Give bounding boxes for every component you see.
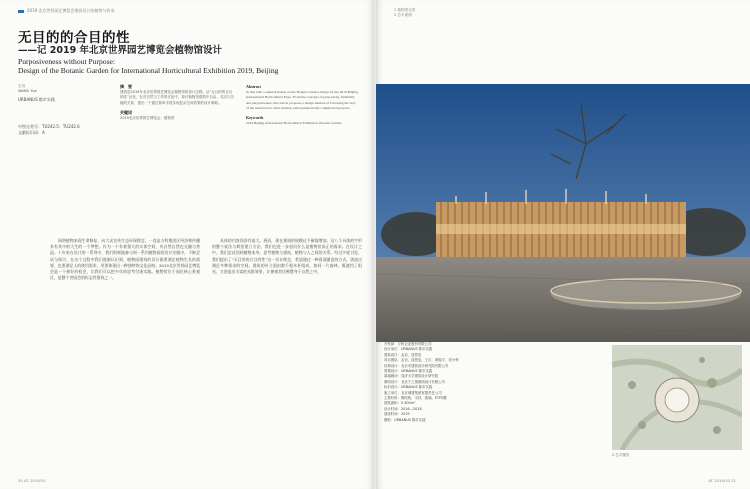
page-number-left: 30 AT 2019/10 xyxy=(18,478,46,483)
project-info-row: 设计单位：URBANUS 都市实践 xyxy=(384,347,433,352)
section-tag xyxy=(18,8,114,14)
project-info-row: 幕墙顾问：同济大学建筑设计研究院 xyxy=(384,374,439,379)
project-info-row: 项目团队：孟岩，饶恩辰，王川，黄振宇，邓小骅 xyxy=(384,358,459,363)
clc-code: 中图分类号：TU242.5；TU242.6 xyxy=(18,124,80,129)
abstract-en-text: In line with a summarization on the Botanic Garden design for the 2019 Beijing International Horticultural Expo. From the concepts of purposivity, flexibility and purposiveness, this article proposes a design method of following the way of the natural laws when dealing with systematically complicated projects. xyxy=(246,90,358,110)
project-info-row: 施工单位：北京城建集团有限责任公司 xyxy=(384,390,442,395)
site-plan-drawing xyxy=(612,345,742,450)
keywords-en-heading: Keywords xyxy=(246,115,264,121)
author-block xyxy=(18,84,37,94)
article-subtitle-zh: ——记 2019 年北京世界园艺博览会植物馆设计 xyxy=(18,45,223,56)
body-paragraph: 具体的内容即涉有最大。展而，现在建筑的规模过不断地增加。这八个具体的字形的整个说法与简括建立方法，我们也进一步追问什么是植物馆真正的需求。在设计之中，我们尝试回到植物本身，思考植物与建筑、植物与人之间的关系。经过多轮讨论，我们提出了“无目的的合目的性”这一设计理念，希望通过一种看似随意的方式，创造出满足多种需求的空间。建筑的外立面由数千根木杆组成，如同一片森林，既遮挡了阳光，又创造出丰富的光影效果，让参观者仿佛置身于自然之中。 xyxy=(212,238,362,275)
classification-block xyxy=(18,124,80,136)
body-column-2 xyxy=(212,238,362,275)
site-plan-image xyxy=(612,345,742,450)
project-info-row: 设计时间：2016—2018 xyxy=(384,406,422,411)
article-title-zh: 无目的的合目的性 xyxy=(18,30,130,46)
project-info-row: 标识设计：URBANUS 都市实践 xyxy=(384,385,433,390)
keywords-zh-heading: 关键词 xyxy=(120,109,132,115)
project-info-row: 结构设计：北京市建筑设计研究院有限公司 xyxy=(384,363,449,368)
figure-list xyxy=(394,8,415,18)
section-tag-text: 2019 北京世界园艺博览会建筑设计的植物与传承 xyxy=(27,8,115,13)
author-name-en: WANG Yue xyxy=(18,89,37,93)
keywords-en-text: 2019 Beijing International Horticultural Exhibition, Botanic Garden xyxy=(246,121,342,126)
abstract-en-heading: Abstract xyxy=(246,84,261,89)
body-paragraph: 网络植物来现生命修复，向大众宣传生态环保理念，一直是万科集团区经济和传播来有其中的大生的一个梦想。作为一个有着强大的实体空间，有自然自然也交融与营造。十年来在设计的一系列中，我们积极地参与到一系列植物园的设计实践中，不断尝试与探讨。在这个过程中我们逐渐认识到，植物园建筑的设计既要满足植物生长的需要，也要满足人的使用需求，更要体现出一种独特的文化品格。2019北京世界园艺博览会是一个极好的机会，让我们可以把多年的思考付诸实践。植物馆位于园区核心景观区，是整个世园会的标志性建筑之一。 xyxy=(50,238,200,281)
section-tag-marker xyxy=(18,10,24,13)
author-affiliation: URBANUS 都市实践 xyxy=(18,97,55,102)
title-en-line1: Purposiveness without Purpose: xyxy=(18,57,116,66)
doc-code: 文献标识码：A xyxy=(18,130,45,135)
author-name-zh: 王川 xyxy=(18,84,26,88)
abstract-en xyxy=(246,84,358,126)
botanic-garden-photo xyxy=(376,84,750,342)
project-info-row: 建筑面积：9 400m² xyxy=(384,401,416,406)
body-column-1 xyxy=(50,238,200,281)
article-title-en xyxy=(18,57,278,75)
title-en-line2: Design of the Botanic Garden for International Horticultural Exhibition 2019, Beijing xyxy=(18,66,279,75)
project-info-row: 摄影：URBANUS 都市实践 xyxy=(384,417,426,422)
project-info-row: 开发商：万科企业股份有限公司 xyxy=(384,342,432,346)
page-number-right: AT 2019/10 31 xyxy=(708,478,736,483)
abstract-zh xyxy=(120,84,235,121)
project-info-row: 建筑设计：孟岩，饶恩辰 xyxy=(384,352,422,357)
project-info-row: 景观设计：URBANUS 都市实践 xyxy=(384,369,433,374)
figure-caption-1: 1 植物馆全景 xyxy=(394,8,416,12)
project-info-row: 主要材料：钢结构，木材，玻璃，ETFE膜 xyxy=(384,396,447,401)
abstract-zh-text: 建筑是2019年北京世界园艺博览会植物馆的设计过程。从“无目的的合目的性”出发，在对自然与工作的讨论中，探讨植物馆建筑中自由、灵活与功能的关系，提出一个通过简单手段实现复杂空间效果的设计策略。 xyxy=(120,90,234,105)
project-info-list xyxy=(384,342,564,423)
project-info-row: 照明设计：北京宁之境照明设计有限公司 xyxy=(384,379,446,384)
pavilion-illustration xyxy=(376,84,750,342)
abstract-zh-heading: 摘 要 xyxy=(120,84,132,89)
keywords-zh-text: 2019北京世界园艺博览会；植物馆 xyxy=(120,116,175,121)
figure-caption-2: 2 总平面图 xyxy=(394,13,412,17)
site-plan-caption: 2 总平面图 xyxy=(612,453,629,457)
project-info-row: 建成时间：2019 xyxy=(384,412,410,417)
